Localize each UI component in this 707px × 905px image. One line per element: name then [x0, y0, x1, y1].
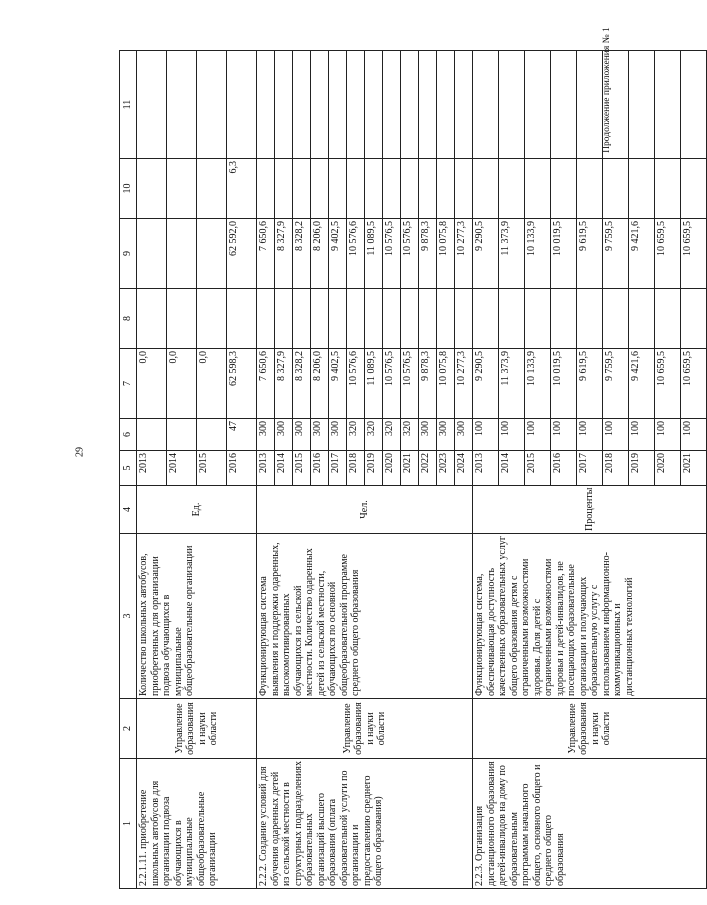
header-cell: 10	[120, 159, 137, 219]
value-cell-c11	[473, 51, 499, 159]
value-cell-c8	[655, 289, 681, 349]
value-cell-c10: 6,3	[227, 159, 257, 219]
value-cell-c7: 0,0	[137, 349, 167, 419]
value-cell-c6: 100	[499, 419, 525, 451]
value-cell-c9: 9 619,5	[577, 219, 603, 289]
year-cell: 2013	[257, 451, 275, 486]
value-cell-c6	[197, 419, 227, 451]
year-cell: 2019	[365, 451, 383, 486]
year-cell: 2021	[401, 451, 419, 486]
activity-name-cell: 2.2.3. Организация дистанционного образования детей-инвалидов на дому по образовательным программам начального общего, основного общего и среднего общего образования	[473, 759, 707, 889]
value-cell-c8	[629, 289, 655, 349]
value-cell-c9: 10 576,5	[401, 219, 419, 289]
activity-name-cell: 2.2.2. Создание условий для обучения одаренных детей из сельской местности в структурных подразделениях образовательных организаций высшего образования (оплата образовательной услуги по организации и предоставлению среднего общего образования)	[257, 759, 473, 889]
header-cell: 1	[120, 759, 137, 889]
value-cell-c8	[577, 289, 603, 349]
value-cell-c11	[227, 51, 257, 159]
value-cell-c8	[197, 289, 227, 349]
value-cell-c10	[525, 159, 551, 219]
value-cell-c7: 9 402,5	[329, 349, 347, 419]
value-cell-c11	[629, 51, 655, 159]
value-cell-c6	[167, 419, 197, 451]
responsible-cell: Управление образования и науки области	[257, 699, 473, 759]
value-cell-c8	[473, 289, 499, 349]
value-cell-c8	[525, 289, 551, 349]
value-cell-c6: 300	[437, 419, 455, 451]
year-cell: 2024	[455, 451, 473, 486]
value-cell-c6: 300	[329, 419, 347, 451]
page-number: 29	[74, 447, 86, 457]
value-cell-c11	[603, 51, 629, 159]
value-cell-c8	[347, 289, 365, 349]
value-cell-c9: 10 075,8	[437, 219, 455, 289]
value-cell-c9: 10 133,9	[525, 219, 551, 289]
header-cell: 3	[120, 534, 137, 699]
value-cell-c9: 7 650,6	[257, 219, 275, 289]
value-cell-c11	[455, 51, 473, 159]
header-cell: 8	[120, 289, 137, 349]
value-cell-c6: 100	[525, 419, 551, 451]
header-cell: 6	[120, 419, 137, 451]
value-cell-c10	[197, 159, 227, 219]
value-cell-c10	[311, 159, 329, 219]
value-cell-c9: 10 576,5	[383, 219, 401, 289]
year-cell: 2013	[473, 451, 499, 486]
value-cell-c7: 10 659,5	[655, 349, 681, 419]
value-cell-c11	[437, 51, 455, 159]
value-cell-c8	[401, 289, 419, 349]
header-cell: 4	[120, 486, 137, 534]
value-cell-c6	[137, 419, 167, 451]
value-cell-c7: 62 598,3	[227, 349, 257, 419]
value-cell-c6: 300	[419, 419, 437, 451]
value-cell-c6: 300	[275, 419, 293, 451]
value-cell-c11	[167, 51, 197, 159]
value-cell-c6: 320	[401, 419, 419, 451]
value-cell-c11	[551, 51, 577, 159]
value-cell-c7: 10 075,8	[437, 349, 455, 419]
value-cell-c10	[383, 159, 401, 219]
value-cell-c11	[419, 51, 437, 159]
value-cell-c11	[311, 51, 329, 159]
indicator-cell: Количество школьных автобусов, приобретенных для организации подвоза обучающихся в муниципальные общеобразовательные организации	[137, 534, 257, 699]
value-cell-c9: 10 277,3	[455, 219, 473, 289]
value-cell-c10	[629, 159, 655, 219]
value-cell-c8	[311, 289, 329, 349]
rotated-table-container	[119, 51, 693, 889]
value-cell-c10	[473, 159, 499, 219]
value-cell-c10	[347, 159, 365, 219]
year-cell: 2017	[329, 451, 347, 486]
value-cell-c6: 100	[655, 419, 681, 451]
value-cell-c11	[197, 51, 227, 159]
year-cell: 2014	[167, 451, 197, 486]
value-cell-c6: 300	[311, 419, 329, 451]
year-cell: 2018	[603, 451, 629, 486]
value-cell-c6: 320	[365, 419, 383, 451]
year-cell: 2021	[681, 451, 707, 486]
value-cell-c9	[167, 219, 197, 289]
value-cell-c10	[551, 159, 577, 219]
appendix-label: Продолжение приложения № 1	[602, 27, 612, 153]
value-cell-c7: 9 619,5	[577, 349, 603, 419]
program-table	[119, 50, 707, 889]
value-cell-c8	[167, 289, 197, 349]
value-cell-c9: 10 659,5	[655, 219, 681, 289]
year-cell: 2023	[437, 451, 455, 486]
year-cell: 2019	[629, 451, 655, 486]
value-cell-c8	[227, 289, 257, 349]
value-cell-c9: 8 327,9	[275, 219, 293, 289]
value-cell-c6: 100	[551, 419, 577, 451]
year-cell: 2014	[499, 451, 525, 486]
value-cell-c7: 0,0	[167, 349, 197, 419]
year-cell: 2020	[383, 451, 401, 486]
value-cell-c10	[257, 159, 275, 219]
value-cell-c9: 9 421,6	[629, 219, 655, 289]
value-cell-c10	[329, 159, 347, 219]
value-cell-c10	[603, 159, 629, 219]
value-cell-c11	[499, 51, 525, 159]
year-cell: 2015	[197, 451, 227, 486]
value-cell-c11	[655, 51, 681, 159]
table-row	[473, 51, 499, 889]
value-cell-c9: 10 576,6	[347, 219, 365, 289]
year-cell: 2016	[227, 451, 257, 486]
responsible-cell: Управление образования и науки области	[137, 699, 257, 759]
value-cell-c6: 320	[347, 419, 365, 451]
value-cell-c7: 9 421,6	[629, 349, 655, 419]
year-cell: 2020	[655, 451, 681, 486]
value-cell-c8	[681, 289, 707, 349]
year-cell: 2015	[293, 451, 311, 486]
header-cell: 7	[120, 349, 137, 419]
value-cell-c8	[437, 289, 455, 349]
value-cell-c6: 300	[257, 419, 275, 451]
value-cell-c9	[137, 219, 167, 289]
value-cell-c7: 8 327,9	[275, 349, 293, 419]
value-cell-c6: 320	[383, 419, 401, 451]
value-cell-c7: 9 878,3	[419, 349, 437, 419]
value-cell-c11	[347, 51, 365, 159]
value-cell-c10	[681, 159, 707, 219]
year-cell: 2016	[311, 451, 329, 486]
header-cell: 11	[120, 51, 137, 159]
header-cell: 5	[120, 451, 137, 486]
value-cell-c7: 10 659,5	[681, 349, 707, 419]
unit-cell: Чел.	[257, 486, 473, 534]
value-cell-c10	[137, 159, 167, 219]
value-cell-c9	[197, 219, 227, 289]
indicator-cell: Функционирующая система, обеспечивающая доступность качественных образовательных услуг общего образования детям с ограниченными возможностями здоровья. Доля детей с ограниченными возможностями здоровья и детей-инвалидов, не посещающих образовательные организации и получающих образовательную услугу с использованием информационно-коммуникационных и дистанционных технологий	[473, 534, 707, 699]
table-row	[137, 51, 167, 889]
value-cell-c10	[365, 159, 383, 219]
unit-cell: Проценты	[473, 486, 707, 534]
value-cell-c8	[137, 289, 167, 349]
value-cell-c10	[275, 159, 293, 219]
value-cell-c9: 10 659,5	[681, 219, 707, 289]
value-cell-c8	[383, 289, 401, 349]
value-cell-c11	[383, 51, 401, 159]
value-cell-c10	[437, 159, 455, 219]
value-cell-c10	[293, 159, 311, 219]
value-cell-c6: 100	[629, 419, 655, 451]
value-cell-c11	[681, 51, 707, 159]
value-cell-c11	[137, 51, 167, 159]
value-cell-c8	[499, 289, 525, 349]
value-cell-c8	[551, 289, 577, 349]
value-cell-c7: 10 277,3	[455, 349, 473, 419]
value-cell-c6: 100	[577, 419, 603, 451]
value-cell-c7: 10 576,5	[383, 349, 401, 419]
activity-name-cell: 2.2.1.11. приобретение школьных автобусов для организации подвоза обучающихся в муниципальные общеобразовательные организации	[137, 759, 257, 889]
value-cell-c7: 10 576,5	[401, 349, 419, 419]
value-cell-c7: 10 133,9	[525, 349, 551, 419]
value-cell-c9: 10 019,5	[551, 219, 577, 289]
value-cell-c6: 100	[681, 419, 707, 451]
year-cell: 2014	[275, 451, 293, 486]
value-cell-c6: 100	[603, 419, 629, 451]
value-cell-c9: 9 290,5	[473, 219, 499, 289]
value-cell-c9: 11 089,5	[365, 219, 383, 289]
value-cell-c6: 300	[455, 419, 473, 451]
value-cell-c10	[499, 159, 525, 219]
value-cell-c10	[401, 159, 419, 219]
value-cell-c10	[577, 159, 603, 219]
value-cell-c6: 100	[473, 419, 499, 451]
year-cell: 2018	[347, 451, 365, 486]
year-cell: 2013	[137, 451, 167, 486]
value-cell-c7: 8 206,0	[311, 349, 329, 419]
value-cell-c11	[525, 51, 551, 159]
value-cell-c10	[455, 159, 473, 219]
value-cell-c6: 300	[293, 419, 311, 451]
value-cell-c10	[167, 159, 197, 219]
year-cell: 2015	[525, 451, 551, 486]
value-cell-c9: 62 592,0	[227, 219, 257, 289]
value-cell-c7: 9 759,5	[603, 349, 629, 419]
value-cell-c9: 9 878,3	[419, 219, 437, 289]
value-cell-c9: 9 759,5	[603, 219, 629, 289]
value-cell-c7: 10 019,5	[551, 349, 577, 419]
value-cell-c7: 10 576,6	[347, 349, 365, 419]
value-cell-c7: 11 373,9	[499, 349, 525, 419]
value-cell-c11	[365, 51, 383, 159]
value-cell-c8	[257, 289, 275, 349]
table-body	[120, 51, 707, 889]
value-cell-c7: 0,0	[197, 349, 227, 419]
value-cell-c7: 9 290,5	[473, 349, 499, 419]
year-cell: 2016	[551, 451, 577, 486]
value-cell-c11	[275, 51, 293, 159]
table-row	[257, 51, 275, 889]
value-cell-c9: 8 328,2	[293, 219, 311, 289]
value-cell-c11	[577, 51, 603, 159]
value-cell-c6: 47	[227, 419, 257, 451]
value-cell-c11	[293, 51, 311, 159]
value-cell-c8	[365, 289, 383, 349]
value-cell-c7: 7 650,6	[257, 349, 275, 419]
header-cell: 9	[120, 219, 137, 289]
value-cell-c8	[293, 289, 311, 349]
value-cell-c8	[455, 289, 473, 349]
header-row	[120, 51, 137, 889]
value-cell-c9: 11 373,9	[499, 219, 525, 289]
value-cell-c9: 9 402,5	[329, 219, 347, 289]
value-cell-c11	[329, 51, 347, 159]
value-cell-c8	[603, 289, 629, 349]
value-cell-c11	[257, 51, 275, 159]
value-cell-c8	[419, 289, 437, 349]
unit-cell: Ед.	[137, 486, 257, 534]
value-cell-c10	[655, 159, 681, 219]
value-cell-c7: 11 089,5	[365, 349, 383, 419]
value-cell-c8	[329, 289, 347, 349]
header-cell: 2	[120, 699, 137, 759]
responsible-cell: Управление образования и науки области	[473, 699, 707, 759]
value-cell-c7: 8 328,2	[293, 349, 311, 419]
value-cell-c10	[419, 159, 437, 219]
indicator-cell: Функционирующая система выявления и поддержки одаренных, высокомотивированных обучающихся из сельской местности. Количество одаренных детей из сельской местности, обучающихся по основной общеобразовательной программе среднего общего образования	[257, 534, 473, 699]
year-cell: 2022	[419, 451, 437, 486]
year-cell: 2017	[577, 451, 603, 486]
value-cell-c8	[275, 289, 293, 349]
value-cell-c11	[401, 51, 419, 159]
value-cell-c9: 8 206,0	[311, 219, 329, 289]
